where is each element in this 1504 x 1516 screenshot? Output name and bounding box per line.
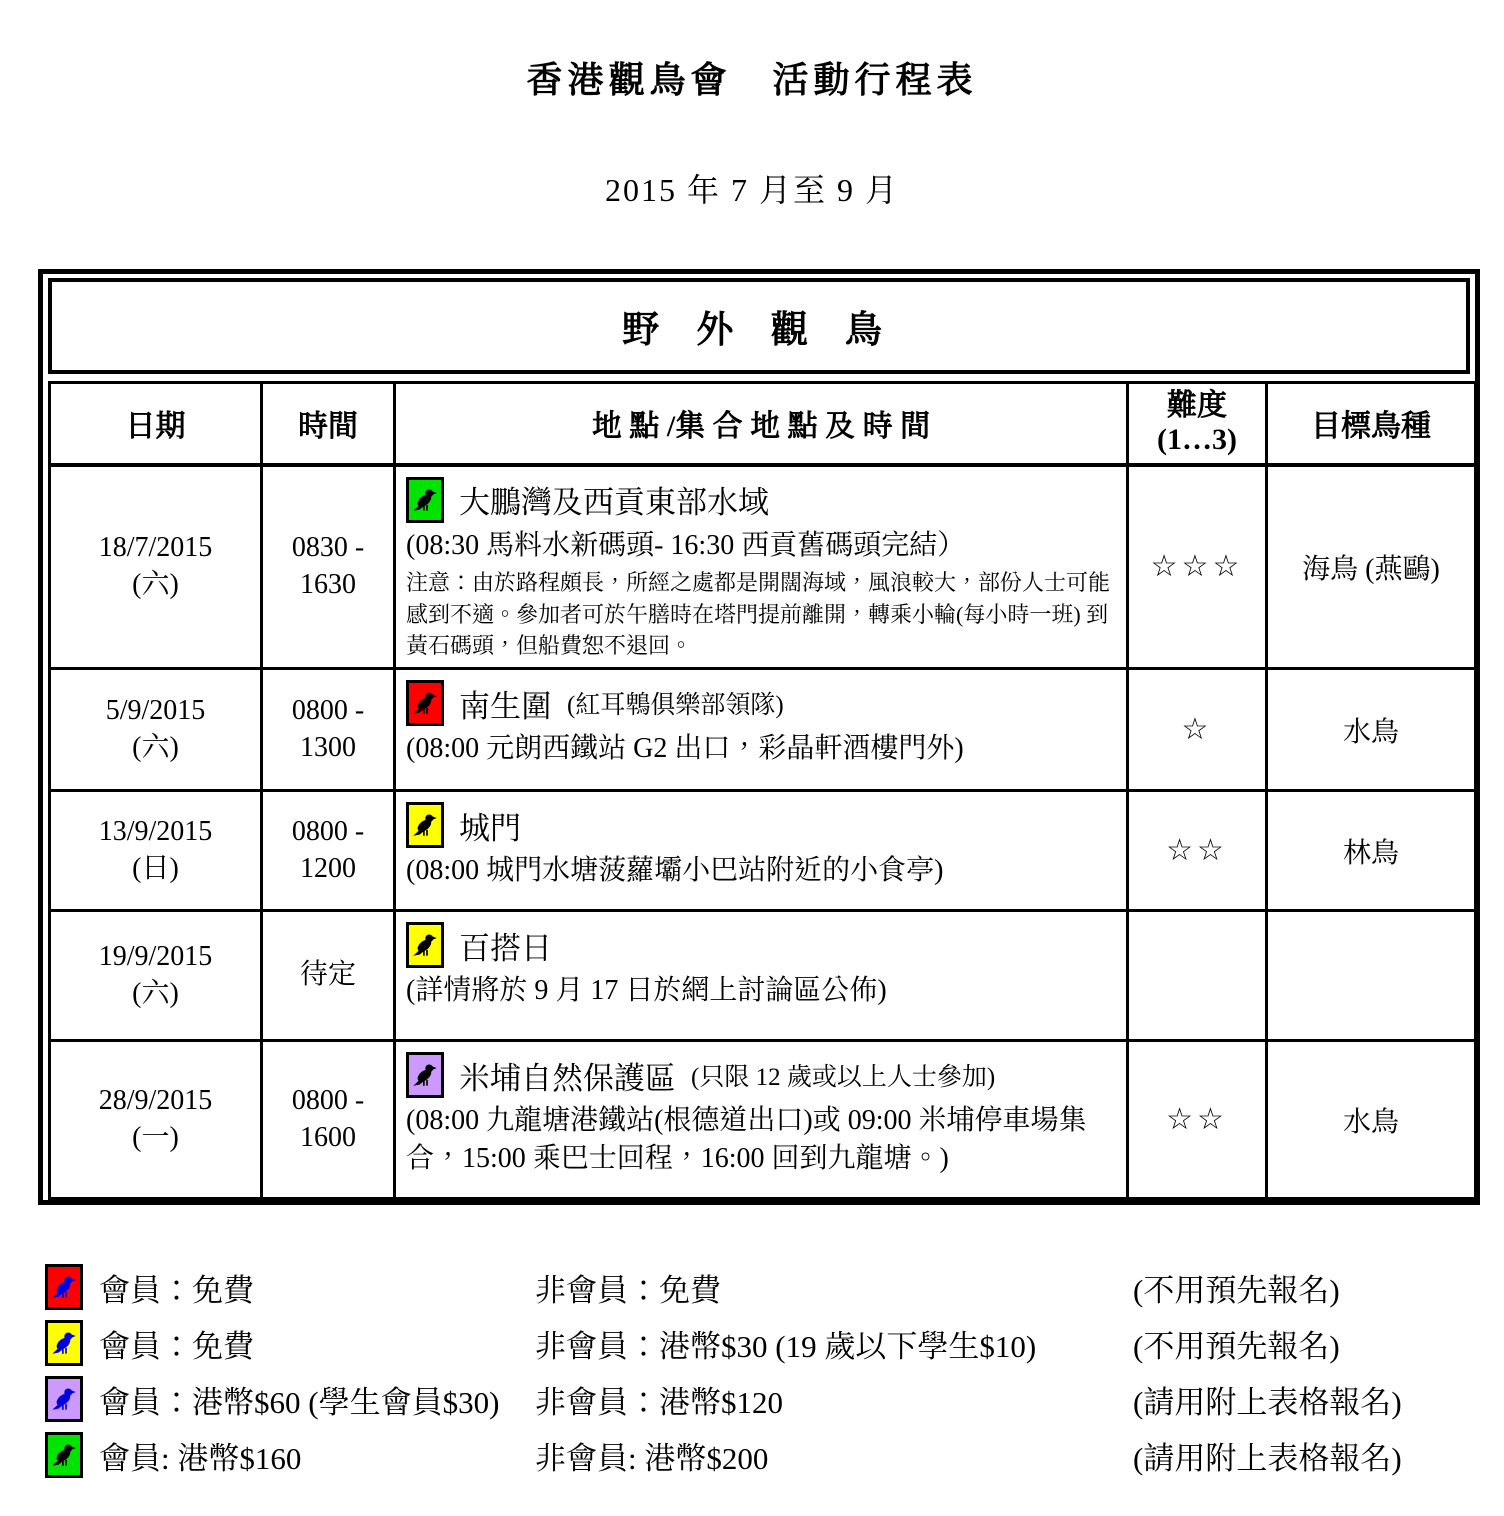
location-subnote: (紅耳鵯俱樂部領隊) [567,692,784,719]
location-title: 南生圍 [459,688,552,724]
registration-note: (不用預先報名) [1133,1328,1340,1364]
date-cell [50,791,262,911]
location-cell [395,1041,1128,1199]
time-status: 待定 [299,959,356,991]
date-value: 13/9/2015 [98,816,213,848]
table-row [50,465,1476,669]
time-cell [262,669,395,791]
location-title: 大鵬灣及西貢東部水域 [459,485,769,520]
target-species-cell: 水鳥 [1267,669,1476,791]
meeting-info: (08:00 城門水塘菠蘿壩小巴站附近的小食亭) [406,855,944,886]
time-end: 1300 [300,731,356,763]
difficulty-cell: ☆☆ [1128,1041,1267,1199]
yellow-bird-badge-icon [45,1320,83,1366]
col-header-time: 時間 [262,383,395,465]
time-cell [262,465,395,669]
difficulty-header-line2: (1…3) [1157,423,1237,457]
location-cell [395,465,1128,669]
col-header-target: 目標鳥種 [1267,383,1476,465]
date-value: 19/9/2015 [98,941,213,973]
time-start: 0800 - [291,1085,365,1117]
weekday-value: (一) [132,1121,179,1153]
yellow-bird-badge-icon [406,922,444,968]
col-header-location: 地 點 /集 合 地 點 及 時 間 [395,383,1128,465]
meeting-info: (08:30 馬料水新碼頭- 16:30 西貢舊碼頭完結） [406,529,966,561]
meeting-info: (08:00 元朗西鐵站 G2 出口，彩晶軒酒樓門外) [406,733,964,764]
time-cell [262,1041,395,1199]
difficulty-cell: ☆ [1128,669,1267,791]
purple-bird-badge-icon [45,1376,83,1422]
difficulty-cell: ☆☆ [1128,791,1267,911]
date-cell [50,465,262,669]
location-cell [395,669,1128,791]
col-header-date: 日期 [50,383,262,465]
header-row [50,383,1476,465]
time-cell [262,791,395,911]
red-bird-badge-icon [406,680,444,726]
green-bird-badge-icon [45,1432,83,1478]
time-end: 1630 [300,568,356,600]
nonmember-fee: 非會員：免費 [535,1272,721,1308]
registration-note: (請用附上表格報名) [1133,1384,1402,1420]
page-title: 香港觀鳥會 活動行程表 [526,60,978,100]
registration-note: (不用預先報名) [1133,1272,1340,1308]
weekday-value: (日) [132,852,179,884]
table-row [50,669,1476,791]
date-cell [50,669,262,791]
member-fee: 會員：免費 [99,1272,254,1308]
nonmember-fee: 非會員：港幣$30 (19 歲以下學生$10) [535,1328,1037,1364]
red-bird-badge-icon [45,1264,83,1310]
location-title: 百搭日 [459,930,552,966]
date-value: 28/9/2015 [98,1085,213,1117]
green-bird-badge-icon [406,477,444,523]
difficulty-cell [1128,911,1267,1041]
time-start: 0830 - [291,532,365,564]
weekday-value: (六) [132,568,179,600]
location-title: 米埔自然保護區 [459,1060,676,1096]
difficulty-header-line1: 難度 [1167,388,1227,422]
location-subnote: (只限 12 歲或以上人士參加) [691,1064,996,1091]
schedule-table [48,381,1477,1200]
target-species-cell: 水鳥 [1267,1041,1476,1199]
difficulty-cell: ☆☆☆ [1128,465,1267,669]
time-start: 0800 - [291,816,365,848]
yellow-bird-badge-icon [406,802,444,848]
legend-row [45,1315,1504,1371]
meeting-info: (08:00 九龍塘港鐵站(根德道出口)或 09:00 米埔停車場集合，15:00 乘巴士回程，16:00 回到九龍塘。) [406,1105,1087,1174]
registration-note: (請用附上表格報名) [1133,1440,1402,1476]
target-species-cell: 海鳥 (燕鷗) [1267,465,1476,669]
nonmember-fee: 非會員: 港幣$200 [535,1440,769,1476]
purple-bird-badge-icon [406,1052,444,1098]
date-value: 18/7/2015 [98,532,213,564]
time-end: 1600 [300,1121,356,1153]
table-row [50,911,1476,1041]
section-banner: 野 外 觀 鳥 [48,278,1470,374]
time-start: 0800 - [291,695,365,727]
date-cell [50,1041,262,1199]
time-cell [262,911,395,1041]
date-value: 5/9/2015 [105,695,206,727]
col-header-difficulty [1128,383,1267,465]
target-species-cell: 林鳥 [1267,791,1476,911]
legend-row [45,1427,1504,1483]
location-cell [395,911,1128,1041]
date-cell [50,911,262,1041]
legend-row [45,1371,1504,1427]
legend-row [45,1259,1504,1315]
member-fee: 會員：港幣$60 (學生會員$30) [99,1384,500,1420]
meeting-info: (詳情將於 9 月 17 日於網上討論區公佈) [406,975,887,1006]
weekday-value: (六) [132,977,179,1009]
time-end: 1200 [300,852,356,884]
schedule-table-frame [38,269,1480,1205]
table-row [50,1041,1476,1199]
page-subtitle: 2015 年 7 月至 9 月 [604,172,899,208]
table-row [50,791,1476,911]
member-fee: 會員：免費 [99,1328,254,1364]
location-cell [395,791,1128,911]
weekday-value: (六) [132,731,179,763]
trip-note: 注意：由於路程頗長，所經之處都是開闊海域，風浪較大，部份人士可能感到不適。參加者可於午膳時在塔門提前離開，轉乘小輪(每小時一班) 到黃石碼頭，但船費恕不退回。 [406,570,1111,658]
nonmember-fee: 非會員：港幣$120 [535,1384,783,1420]
member-fee: 會員: 港幣$160 [99,1440,302,1476]
location-title: 城門 [459,810,521,846]
fee-legend [45,1259,1504,1483]
target-species-cell [1267,911,1476,1041]
